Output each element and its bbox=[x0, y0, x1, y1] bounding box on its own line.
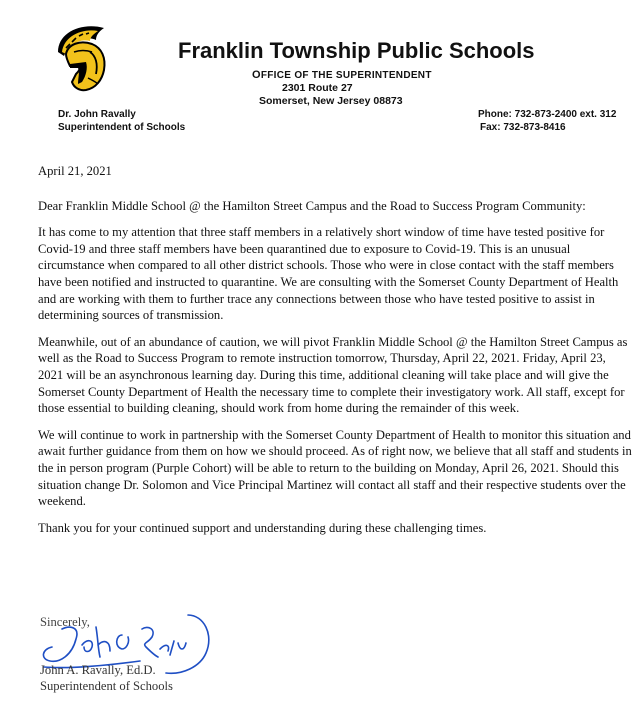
office-heading-rest: FFICE OF THE SUPERINTENDENT bbox=[260, 70, 432, 81]
office-heading bbox=[252, 69, 432, 81]
fax-number: Fax: 732-873-8416 bbox=[480, 121, 566, 133]
phone-number: Phone: 732-873-2400 ext. 312 bbox=[478, 109, 617, 120]
org-title: Franklin Township Public Schools bbox=[178, 38, 535, 63]
superintendent-title: Superintendent of Schools bbox=[58, 121, 186, 133]
letter-paragraph: Thank you for your continued support and understanding during these challenging times. bbox=[38, 520, 487, 535]
signer-block bbox=[40, 662, 173, 694]
signer-name: John A. Ravally, Ed.D. bbox=[40, 663, 156, 677]
letter-salutation: Dear Franklin Middle School @ the Hamilton Street Campus and the Road to Success Program Community: bbox=[38, 198, 586, 213]
office-heading-initial: O bbox=[252, 69, 261, 81]
signer-title: Superintendent of Schools bbox=[40, 679, 173, 693]
superintendent-block bbox=[58, 109, 185, 134]
address-line-2: Somerset, New Jersey 08873 bbox=[259, 95, 403, 107]
letter-paragraph: We will continue to work in partnership with the Somerset County Department of Health to monitor this situation and await further guidance from them on how we should proceed. As of right now, we believe that all staff and students in the in person program (Purple Cohort) will be able to return to the building on Monday, April 26, 2021. Should this situation change Dr. Solomon and Vice Principal Martinez will contact all staff and their respective students over the weekend. bbox=[38, 427, 632, 509]
closing-sincerely: Sincerely, bbox=[40, 615, 90, 629]
address-line-1: 2301 Route 27 bbox=[282, 82, 353, 94]
superintendent-name: Dr. John Ravally bbox=[58, 109, 136, 120]
letter-body bbox=[38, 163, 634, 546]
contact-block bbox=[478, 109, 616, 134]
letter-paragraph: It has come to my attention that three staff members in a relatively short window of time have tested positive for Covid-19 and three staff members have been quarantined due to exposure to Covid-19. This is an unusual circumstance when compared to all other district schools. Those who were in close contact with the staff members have been notified and instructed to quarantine. We are consulting with the Somerset County Department of Health and are working with them to further trace any connections between those who have tested positive to assist in determining sources of transmission. bbox=[38, 225, 619, 323]
letter-date: April 21, 2021 bbox=[38, 164, 112, 178]
spartan-helmet-icon bbox=[52, 22, 114, 94]
letter-paragraph: Meanwhile, out of an abundance of caution, we will pivot Franklin Middle School @ the Hamilton Street Campus as well as the Road to Success Program to remote instruction tomorrow, Thursday, April 22, 2021. Friday, April 23, 2021 will be an asynchronous learning day. During this time, additional cleaning will take place and will give the Somerset County Department of Health the necessary time to complete their investigatory work. All staff, except for those essential to building cleaning, should work from home during the remainder of this week. bbox=[38, 334, 628, 416]
